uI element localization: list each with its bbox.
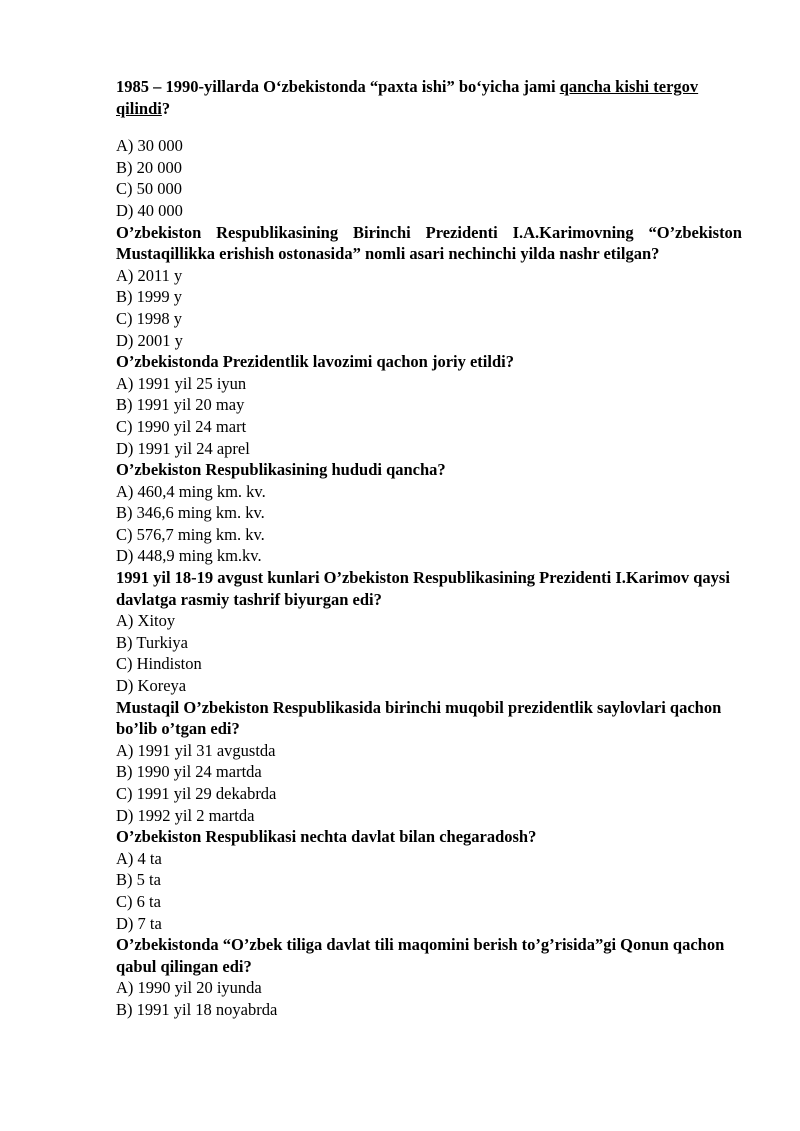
question-text-6: Mustaqil O’zbekiston Respublikasida birinchi muqobil prezidentlik saylovlari qachon bo’lib o’tgan edi? bbox=[116, 697, 722, 739]
option-8-a: A) 1990 yil 20 iyunda bbox=[116, 978, 262, 998]
option-5-b: B) Turkiya bbox=[116, 632, 188, 652]
option-4-c: C) 576,7 ming km. kv. bbox=[116, 524, 265, 544]
option-1-a: A) 30 000 bbox=[116, 136, 183, 156]
question-text-4: O’zbekiston Respublikasining hududi qancha? bbox=[116, 460, 446, 480]
question-block-3 bbox=[116, 351, 742, 459]
option-4-a: A) 460,4 ming km. kv. bbox=[116, 481, 266, 501]
question-text-3: O’zbekistonda Prezidentlik lavozimi qachon joriy etildi? bbox=[116, 352, 514, 372]
option-3-c: C) 1990 yil 24 mart bbox=[116, 416, 247, 436]
question-block-4 bbox=[116, 459, 742, 567]
option-8-b: B) 1991 yil 18 noyabrda bbox=[116, 999, 278, 1019]
option-5-d: D) Koreya bbox=[116, 676, 187, 696]
option-1-d: D) 40 000 bbox=[116, 200, 183, 220]
question-text-8: O’zbekistonda “O’zbek tiliga davlat tili maqomini berish to’g’risida”gi Qonun qachon qabul qilingan edi? bbox=[116, 935, 725, 976]
option-7-a: A) 4 ta bbox=[116, 848, 162, 868]
option-5-a: A) Xitoy bbox=[116, 611, 176, 631]
question-block-6 bbox=[116, 697, 742, 827]
option-3-a: A) 1991 yil 25 iyun bbox=[116, 373, 247, 393]
question-block-8 bbox=[116, 934, 742, 1020]
question-text-1-part-a: 1985 – 1990-yillarda O‘zbekistonda “paxta ishi” bo‘yicha jami bbox=[116, 77, 560, 96]
option-1-b: B) 20 000 bbox=[116, 157, 182, 177]
option-6-c: C) 1991 yil 29 dekabrda bbox=[116, 784, 277, 803]
option-6-a: A) 1991 yil 31 avgustda bbox=[116, 740, 276, 760]
option-1-c: C) 50 000 bbox=[116, 179, 182, 199]
question-text-1-part-b: ? bbox=[161, 98, 171, 118]
option-6-b: B) 1990 yil 24 martda bbox=[116, 762, 262, 782]
option-7-b: B) 5 ta bbox=[116, 870, 161, 890]
question-text-7: O’zbekiston Respublikasi nechta davlat bilan chegaradosh? bbox=[116, 827, 537, 847]
option-5-c: C) Hindiston bbox=[116, 654, 202, 674]
option-4-b: B) 346,6 ming km. kv. bbox=[116, 503, 265, 523]
question-text-2: O’zbekiston Respublikasining Birinchi Prezidenti I.A.Karimovning “O’zbekiston Mustaqillikka erishish ostonasida” nomli asari nechinchi yilda nashr etilgan? bbox=[116, 222, 742, 264]
document-page bbox=[116, 76, 742, 1021]
option-7-c: C) 6 ta bbox=[116, 891, 161, 911]
option-2-c: C) 1998 y bbox=[116, 308, 182, 328]
option-3-b: B) 1991 yil 20 may bbox=[116, 395, 245, 415]
option-6-d: D) 1992 yil 2 martda bbox=[116, 805, 255, 825]
question-block-7 bbox=[116, 826, 742, 934]
question-block-1 bbox=[116, 76, 742, 222]
option-3-d: D) 1991 yil 24 aprel bbox=[116, 438, 250, 458]
option-4-d: D) 448,9 ming km.kv. bbox=[116, 546, 262, 566]
question-text-1 bbox=[116, 76, 742, 119]
question-text-1-underlined: qancha kishi tergov qilindi bbox=[116, 77, 699, 118]
option-2-d: D) 2001 y bbox=[116, 330, 183, 350]
question-block-5 bbox=[116, 567, 742, 697]
option-2-a: A) 2011 y bbox=[116, 265, 183, 285]
question-text-5: 1991 yil 18-19 avgust kunlari O’zbekiston Respublikasining Prezidenti I.Karimov qaysi davlatga rasmiy tashrif biyurgan edi? bbox=[116, 568, 730, 609]
option-7-d: D) 7 ta bbox=[116, 913, 162, 933]
question-block-2 bbox=[116, 222, 742, 352]
option-2-b: B) 1999 y bbox=[116, 287, 182, 307]
